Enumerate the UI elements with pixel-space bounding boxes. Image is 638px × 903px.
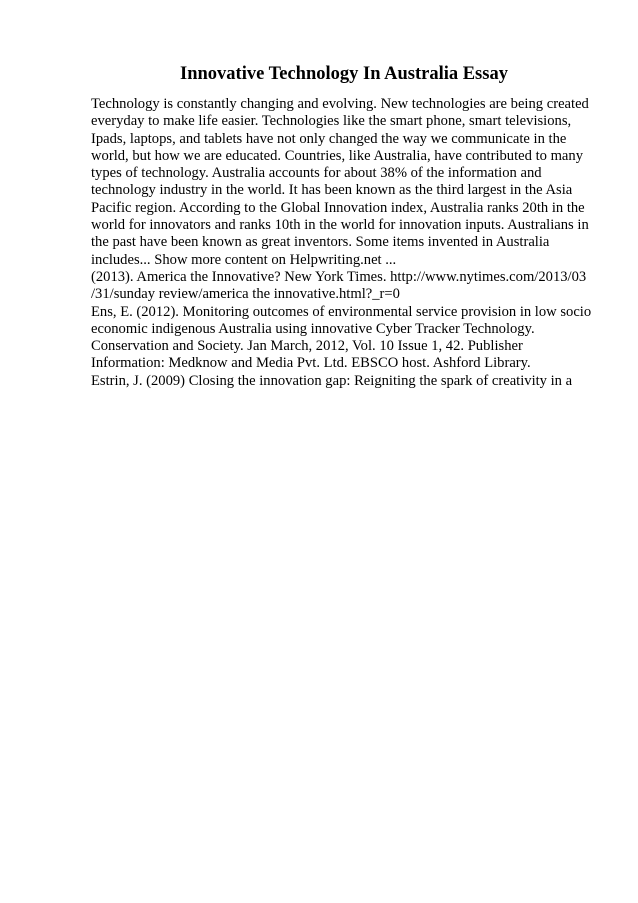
body-line: the past have been known as great inventors. Some items invented in Australia xyxy=(91,234,550,251)
reference-line: Information: Medknow and Media Pvt. Ltd. EBSCO host. Ashford Library. xyxy=(91,355,531,372)
body-line: everyday to make life easier. Technologies like the smart phone, smart televisions, xyxy=(91,113,572,130)
reference-line: Estrin, J. (2009) Closing the innovation gap: Reigniting the spark of creativity in a xyxy=(91,372,573,389)
body-line: technology industry in the world. It has been known as the third largest in the Asia xyxy=(91,182,573,199)
reference-line: Conservation and Society. Jan March, 2012, Vol. 10 Issue 1, 42. Publisher xyxy=(91,338,523,355)
body-line: world, but how we are educated. Countries, like Australia, have contributed to many xyxy=(91,147,583,164)
document-title: Innovative Technology In Australia Essay xyxy=(180,64,508,84)
body-line: Technology is constantly changing and evolving. New technologies are being created xyxy=(91,96,589,112)
body-line: Ipads, laptops, and tablets have not only changed the way we communicate in the xyxy=(91,130,567,147)
body-line: Pacific region. According to the Global Innovation index, Australia ranks 20th in the xyxy=(91,199,585,216)
body-line: includes... Show more content on Helpwriting.net ... xyxy=(91,251,397,268)
body-line: types of technology. Australia accounts for about 38% of the information and xyxy=(91,165,542,182)
reference-line: /31/sunday review/america the innovative.html?_r=0 xyxy=(91,286,400,303)
reference-line: Ens, E. (2012). Monitoring outcomes of environmental service provision in low socio xyxy=(91,303,592,320)
reference-line: (2013). America the Innovative? New York Times. http://www.nytimes.com/2013/03 xyxy=(91,268,587,285)
reference-line: economic indigenous Australia using innovative Cyber Tracker Technology. xyxy=(91,320,535,337)
body-line: world for innovators and ranks 10th in the world for innovation inputs. Australians in xyxy=(91,217,589,234)
document-body xyxy=(91,96,611,390)
